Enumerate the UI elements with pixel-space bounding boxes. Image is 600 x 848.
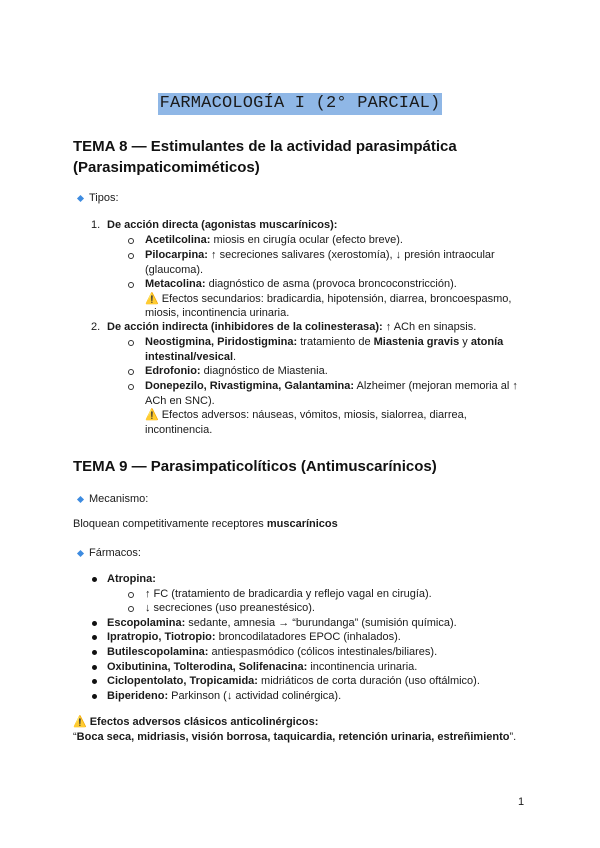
list-number: 2. bbox=[91, 321, 101, 333]
circle-bullet-icon bbox=[128, 369, 134, 375]
document-title: FARMACOLOGÍA I (2° PARCIAL) bbox=[159, 94, 441, 113]
list-number: 1. bbox=[91, 219, 101, 231]
list-item-pilocarpina: Pilocarpina: ↑ secreciones salivares (xerostomía), ↓ presión intraocular (glaucoma). bbox=[145, 249, 495, 276]
circle-bullet-icon bbox=[128, 238, 134, 244]
disc-bullet-icon bbox=[92, 577, 97, 582]
bullet-diamond-icon bbox=[77, 496, 84, 503]
mecanismo-text: Bloquean competitivamente receptores muscarínicos bbox=[73, 518, 338, 530]
atropina-sub-2: ↓ secreciones (uso preanestésico). bbox=[145, 602, 315, 614]
disc-bullet-icon bbox=[92, 679, 97, 684]
list-item-escopolamina: Escopolamina: sedante, amnesia → “burundanga” (sumisión química). bbox=[107, 617, 457, 629]
bullet-diamond-icon bbox=[77, 550, 84, 557]
list-item-oxibutinina: Oxibutinina, Tolterodina, Solifenacina: incontinencia urinaria. bbox=[107, 661, 418, 673]
warning-icon: ⚠️ bbox=[145, 409, 159, 421]
atropina-sub-1: ↑ FC (tratamiento de bradicardia y reflejo vagal en cirugía). bbox=[145, 588, 432, 600]
disc-bullet-icon bbox=[92, 650, 97, 655]
tipos-label: Tipos: bbox=[89, 192, 119, 204]
page-number: 1 bbox=[518, 796, 525, 808]
list-item-ipratropio: Ipratropio, Tiotropio: broncodilatadores EPOC (inhalados). bbox=[107, 631, 401, 643]
list-item-neostigmina: Neostigmina, Piridostigmina: tratamiento de Miastenia gravis y atonía intestinal/vesical. bbox=[145, 336, 504, 363]
disc-bullet-icon bbox=[92, 665, 97, 670]
group1-title: De acción directa (agonistas muscarínicos): bbox=[107, 219, 338, 231]
bullet-diamond-icon bbox=[77, 195, 84, 202]
circle-bullet-icon bbox=[128, 282, 134, 288]
warning-icon: ⚠️ bbox=[145, 292, 159, 305]
list-item-atropina: Atropina: bbox=[107, 573, 156, 585]
list-item-acetilcolina: Acetilcolina: miosis en cirugía ocular (efecto breve). bbox=[145, 234, 403, 246]
list-item-biperideno: Biperideno: Parkinson (↓ actividad colinérgica). bbox=[107, 690, 342, 702]
circle-bullet-icon bbox=[128, 606, 134, 612]
list-item-ciclopentolato: Ciclopentolato, Tropicamida: midriáticos de corta duración (uso oftálmico). bbox=[107, 675, 480, 687]
efectos-adversos-block: ⚠️ Efectos adversos clásicos anticolinérgicos: “Boca seca, midriasis, visión borrosa, taquicardia, retención urinaria, estreñimiento”. bbox=[73, 716, 517, 743]
disc-bullet-icon bbox=[92, 621, 97, 626]
circle-bullet-icon bbox=[128, 340, 134, 346]
farmacos-label: Fármacos: bbox=[89, 547, 141, 559]
group2-title: De acción indirecta (inhibidores de la colinesterasa): ↑ ACh en sinapsis. bbox=[107, 321, 477, 333]
mecanismo-label: Mecanismo: bbox=[89, 493, 149, 505]
warning-icon: ⚠️ bbox=[73, 716, 87, 728]
tema8-heading: TEMA 8 — Estimulantes de la actividad parasimpática (Parasimpaticomiméticos) bbox=[73, 138, 457, 176]
list-item-metacolina: Metacolina: diagnóstico de asma (provoca broncoconstricción). ⚠️ Efectos secundarios: bradicardia, hipotensión, diarrea, broncoespasmo, miosis, incontinencia urinaria. bbox=[145, 278, 512, 319]
circle-bullet-icon bbox=[128, 253, 134, 259]
list-item-donepezilo: Donepezilo, Rivastigmina, Galantamina: Alzheimer (mejoran memoria al ↑ ACh en SNC). ⚠️ Efectos adversos: náuseas, vómitos, miosis, sialorrea, diarrea, incontinencia. bbox=[145, 380, 518, 436]
circle-bullet-icon bbox=[128, 384, 134, 390]
tema9-heading: TEMA 9 — Parasimpaticolíticos (Antimuscarínicos) bbox=[73, 458, 437, 475]
disc-bullet-icon bbox=[92, 694, 97, 699]
circle-bullet-icon bbox=[128, 592, 134, 598]
disc-bullet-icon bbox=[92, 635, 97, 640]
list-item-edrofonio: Edrofonio: diagnóstico de Miastenia. bbox=[145, 365, 328, 377]
list-item-butilescopolamina: Butilescopolamina: antiespasmódico (cólicos intestinales/biliares). bbox=[107, 646, 438, 658]
